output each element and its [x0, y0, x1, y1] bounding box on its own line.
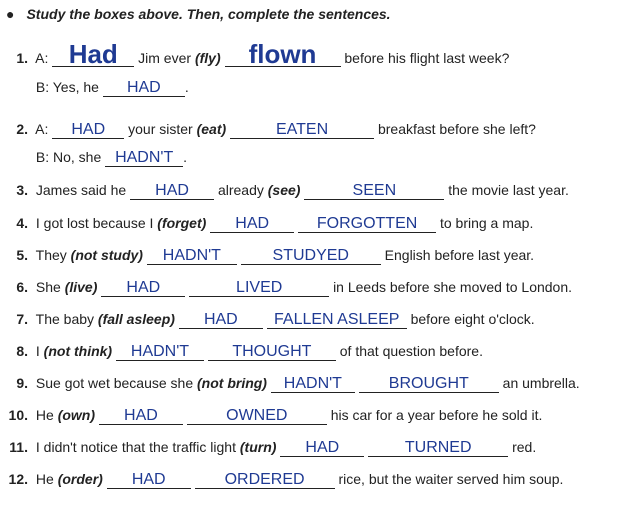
verb-prompt: (not bring)	[197, 375, 267, 391]
item-number: 10.	[8, 407, 28, 423]
item-number: 4.	[16, 215, 28, 231]
verb-prompt: (forget)	[157, 215, 207, 231]
answer-blank[interactable]: FALLEN ASLEEP	[267, 312, 407, 329]
verb-prompt: (order)	[57, 471, 103, 487]
answer-blank[interactable]: TURNED	[368, 440, 508, 457]
answer-blank[interactable]: HAD	[103, 80, 185, 97]
speaker-a: A:	[35, 121, 53, 137]
answer-blank[interactable]: FORGOTTEN	[298, 216, 436, 233]
answer-blank[interactable]: HAD	[101, 280, 185, 297]
answer-blank[interactable]: HADN'T	[116, 344, 204, 361]
answer-blank[interactable]: EATEN	[230, 122, 374, 139]
item-number: 9.	[16, 375, 28, 391]
instruction	[6, 6, 391, 22]
item-number: 12.	[8, 471, 28, 487]
verb-prompt: (see)	[267, 182, 301, 198]
sentence-2b: B: No, she HADN'T .	[35, 149, 188, 166]
item-number: 1.	[16, 50, 28, 66]
sentence-11: 11. I didn't notice that the traffic light (turn) HAD TURNED red.	[0, 439, 536, 457]
sentence-4: 4. I got lost because I (forget) HAD FORGOTTEN to bring a map.	[0, 215, 533, 233]
answer-blank[interactable]: HAD	[130, 183, 214, 200]
item-number: 3.	[16, 182, 28, 198]
answer-blank[interactable]: HADN'T	[271, 376, 355, 393]
sentence-7: 7. The baby (fall asleep) HAD FALLEN ASLEEP before eight o'clock.	[0, 311, 535, 329]
item-number: 7.	[16, 311, 28, 327]
verb-prompt: (live)	[64, 279, 98, 295]
answer-blank[interactable]: THOUGHT	[208, 344, 336, 361]
answer-blank[interactable]: HAD	[210, 216, 294, 233]
answer-blank[interactable]: SEEN	[304, 183, 444, 200]
answer-blank[interactable]: HAD	[280, 440, 364, 457]
item-number: 2.	[16, 121, 28, 137]
verb-prompt: (not study)	[70, 247, 143, 263]
answer-blank[interactable]: LIVED	[189, 280, 329, 297]
instruction-text: Study the boxes above. Then, complete the sentences.	[26, 6, 391, 22]
answer-blank[interactable]: Had	[52, 42, 134, 67]
verb-prompt: (not think)	[43, 343, 113, 359]
verb-prompt: (eat)	[196, 121, 227, 137]
verb-prompt: (turn)	[239, 439, 277, 455]
verb-prompt: (fly)	[194, 50, 221, 66]
verb-prompt: (fall asleep)	[97, 311, 175, 327]
answer-blank[interactable]: HAD	[99, 408, 183, 425]
answer-blank[interactable]: BROUGHT	[359, 376, 499, 393]
sentence-1b: B: Yes, he HAD .	[35, 79, 189, 96]
bullet-icon: ●	[6, 6, 15, 22]
item-number: 5.	[16, 247, 28, 263]
answer-blank[interactable]: STUDYED	[241, 248, 381, 265]
item-number: 11.	[9, 439, 28, 455]
sentence-2a: 2. A: HAD your sister (eat) EATEN breakfast before she left?	[0, 121, 536, 139]
sentence-8: 8. I (not think) HADN'T THOUGHT of that question before.	[0, 343, 483, 361]
answer-blank[interactable]: flown	[225, 42, 341, 67]
answer-blank[interactable]: HAD	[179, 312, 263, 329]
sentence-10: 10. He (own) HAD OWNED his car for a year before he sold it.	[0, 407, 542, 425]
sentence-5: 5. They (not study) HADN'T STUDYED English before last year.	[0, 247, 534, 265]
sentence-3: 3. James said he HAD already (see) SEEN the movie last year.	[0, 182, 569, 200]
speaker-a: A:	[35, 50, 53, 66]
sentence-9: 9. Sue got wet because she (not bring) HADN'T BROUGHT an umbrella.	[0, 375, 580, 393]
answer-blank[interactable]: HAD	[52, 122, 124, 139]
answer-blank[interactable]: HAD	[107, 472, 191, 489]
answer-blank[interactable]: HADN'T	[147, 248, 237, 265]
answer-blank[interactable]: OWNED	[187, 408, 327, 425]
answer-blank[interactable]: HADN'T	[105, 150, 183, 167]
sentence-6: 6. She (live) HAD LIVED in Leeds before she moved to London.	[0, 279, 572, 297]
sentence-1a: 1. A: Had Jim ever (fly) flown before his flight last week?	[0, 42, 509, 67]
item-number: 8.	[16, 343, 28, 359]
speaker-b: B: Yes, he	[35, 79, 103, 95]
answer-blank[interactable]: ORDERED	[195, 472, 335, 489]
sentence-12: 12. He (order) HAD ORDERED rice, but the waiter served him soup.	[0, 471, 563, 489]
item-number: 6.	[16, 279, 28, 295]
verb-prompt: (own)	[57, 407, 96, 423]
speaker-b: B: No, she	[35, 149, 106, 165]
